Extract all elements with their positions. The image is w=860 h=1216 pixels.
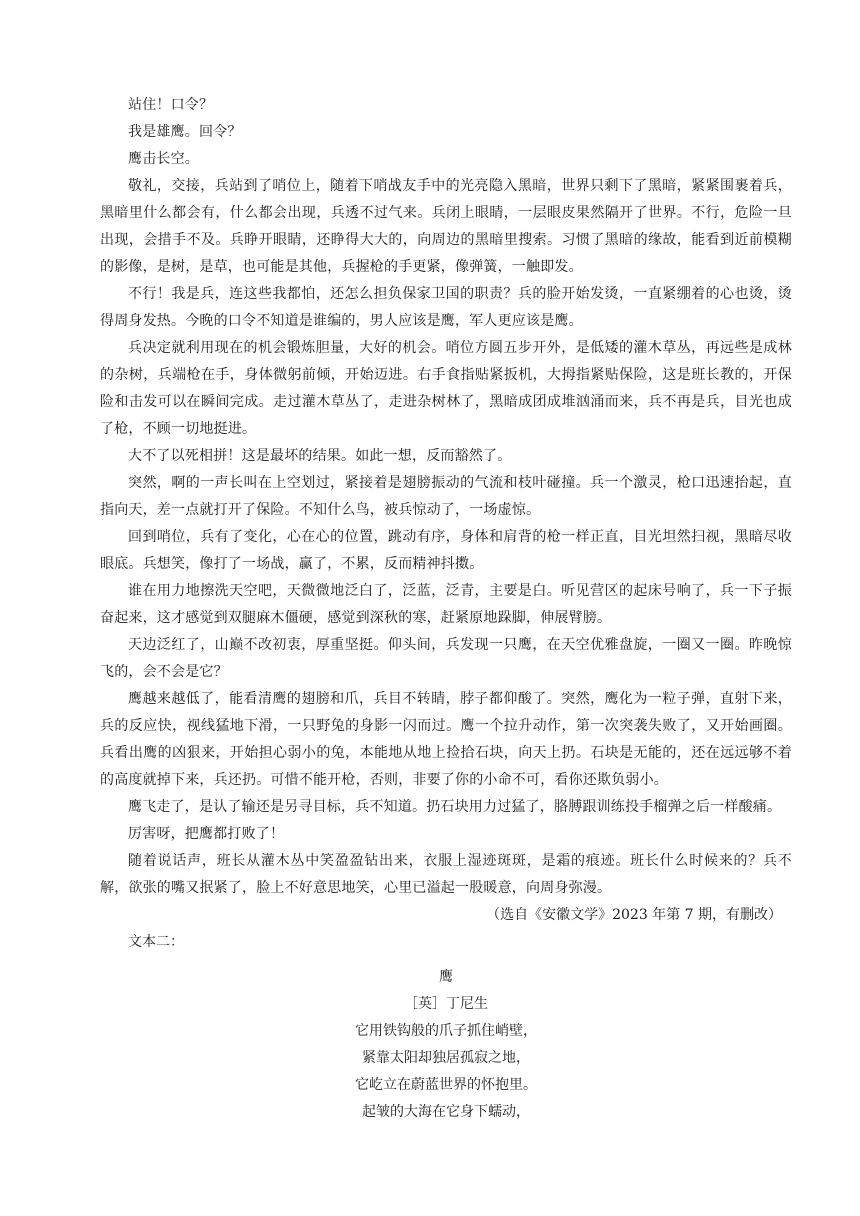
paragraph: 突然，啊的一声长叫在上空划过，紧接着是翅膀振动的气流和枝叶碰撞。兵一个激灵，枪口迅速抬起，直指向天，差一点就打开了保险。不知什么鸟，被兵惊动了，一场虚惊。 [100,475,792,518]
paragraph: 鹰越来越低了，能看清鹰的翅膀和爪，兵目不转睛，脖子都仰酸了。突然，鹰化为一粒子弹，直射下来，兵的反应快，视线猛地下滑，一只野兔的身影一闪而过。鹰一个拉升动作，第一次突袭失败了，又开始画圈。兵看出鹰的凶狠来，开始担心弱小的兔，本能地从地上捡拾石块，向天上扔。石块是无能的，还在远远够不着的高度就掉下来，兵还扔。可惜不能开枪，否则，非要了你的小命不可，看你还欺负弱小。 [100,691,792,788]
poem-line: 紧靠太阳却独居孤寂之地， [362,1050,530,1066]
paragraph: 我是雄鹰。回令？ [128,124,242,140]
paragraph: 兵决定就利用现在的机会锻炼胆量，大好的机会。哨位方圆五步开外，是低矮的灌木草丛，再远些是成林的杂树，兵端枪在手，身体微躬前倾，开始迈进。右手食指贴紧扳机，大拇指紧贴保险，这是班长教的，开保险和击发可以在瞬间完成。走过灌木草丛了，走进杂树林了，黑暗成团成堆汹涌而来，兵不再是兵，目光也成了枪，不顾一切地挺进。 [100,340,792,437]
source-citation: （选自《安徽文学》2023 年第 7 期，有删改） [486,907,782,923]
poem-line: 起皱的大海在它身下蠕动， [362,1104,530,1120]
text-one [100,92,792,1126]
paragraph: 大不了以死相拼！这是最坏的结果。如此一想，反而豁然了。 [128,448,512,464]
paragraph: 不行！我是兵，连这些我都怕，还怎么担负保家卫国的职责？兵的脸开始发烫，一直紧绷着的心也烫，烫得周身发热。今晚的口令不知道是谁编的，男人应该是鹰，军人更应该是鹰。 [100,286,792,329]
poem-title: 鹰 [439,969,453,985]
paragraph: 谁在用力地擦洗天空吧，天微微地泛白了，泛蓝，泛青，主要是白。听见营区的起床号响了，兵一下子振奋起来，这才感觉到双腿麻木僵硬，感觉到深秋的寒，赶紧原地跺脚，伸展臂膀。 [100,583,792,626]
paragraph: 随着说话声，班长从灌木丛中笑盈盈钻出来，衣服上湿迹斑斑，是霜的痕迹。班长什么时候来的？兵不解，欲张的嘴又抿紧了，脸上不好意思地笑，心里已溢起一股暖意，向周身弥漫。 [100,853,792,896]
section-label: 文本二： [128,934,184,950]
paragraph: 敬礼，交接，兵站到了哨位上，随着下哨战友手中的光亮隐入黑暗，世界只剩下了黑暗，紧紧围裹着兵，黑暗里什么都会有，什么都会出现，兵透不过气来。兵闭上眼睛，一层眼皮果然隔开了世界。不行，危险一旦出现，会措手不及。兵睁开眼睛，还睁得大大的，向周边的黑暗里搜索。习惯了黑暗的缘故，能看到近前模糊的影像，是树，是草，也可能是其他，兵握枪的手更紧，像弹簧，一触即发。 [100,178,792,275]
paragraph: 厉害呀，把鹰都打败了！ [128,826,285,842]
poem [100,964,792,1126]
paragraph: 天边泛红了，山巅不改初衷，厚重坚挺。仰头间，兵发现一只鹰，在天空优雅盘旋，一圈又一圈。昨晚惊飞的，会不会是它？ [100,637,792,680]
poem-author: ［英］丁尼生 [404,996,488,1012]
paragraph: 回到哨位，兵有了变化，心在心的位置，跳动有序，身体和肩背的枪一样正直，目光坦然扫视，黑暗尽收眼底。兵想笑，像打了一场战，赢了，不累，反而精神抖擞。 [100,529,792,572]
poem-line: 它屹立在蔚蓝世界的怀抱里。 [355,1077,537,1093]
paragraph: 鹰击长空。 [128,151,199,167]
paragraph: 站住！口令？ [128,97,214,113]
poem-line: 它用铁钩般的爪子抓住峭壁， [355,1023,537,1039]
paragraph: 鹰飞走了，是认了输还是另寻目标，兵不知道。扔石块用力过猛了，胳膊跟训练投手榴弹之后一样酸痛。 [128,799,782,815]
